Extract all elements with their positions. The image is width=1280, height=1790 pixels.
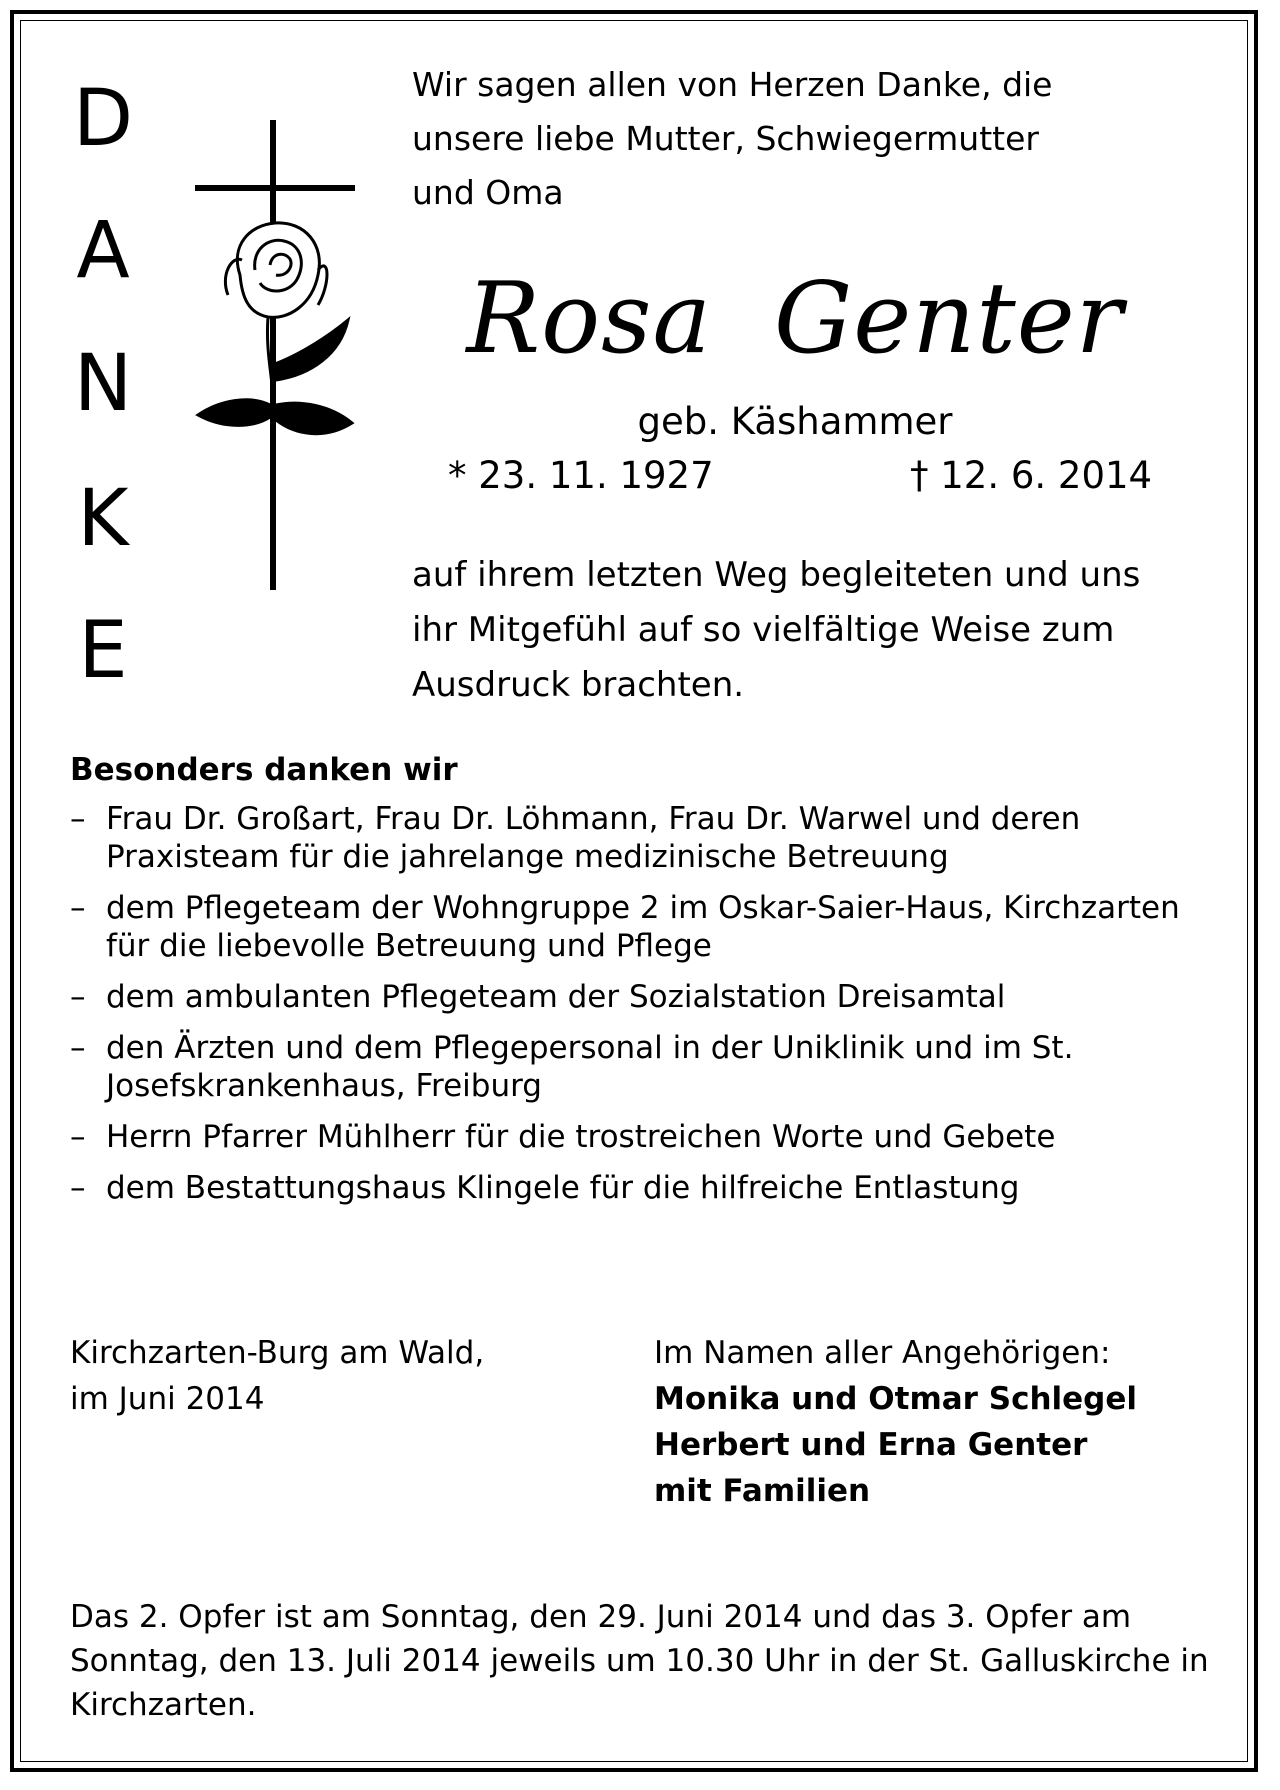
thanks-item-text: dem Bestattungshaus Klingele für die hilfreiche Entlastung bbox=[106, 1170, 1020, 1206]
list-item bbox=[70, 978, 1210, 1016]
thanks-item-text: dem Pflegeteam der Wohngruppe 2 im Oskar-Saier-Haus, Kirchzarten für die liebevolle Betreuung und Pflege bbox=[106, 890, 1180, 964]
death-date: † 12. 6. 2014 bbox=[910, 454, 1153, 497]
birth-date: * 23. 11. 1927 bbox=[448, 454, 714, 497]
dash-bullet: – bbox=[70, 890, 86, 926]
cross-icon bbox=[195, 120, 355, 590]
thanks-heading: Besonders danken wir bbox=[70, 752, 458, 788]
dash-bullet: – bbox=[70, 1170, 86, 1206]
dash-bullet: – bbox=[70, 1030, 86, 1066]
thanks-list bbox=[70, 800, 1210, 1220]
born-name: geb. Käshammer bbox=[637, 400, 953, 443]
list-item bbox=[70, 1169, 1210, 1207]
intro-line: unsere liebe Mutter, Schwiegermutter bbox=[412, 119, 1039, 158]
after-line: Ausdruck brachten. bbox=[412, 665, 745, 705]
list-item bbox=[70, 800, 1210, 876]
dash-bullet: – bbox=[70, 1119, 86, 1155]
place-date bbox=[70, 1330, 484, 1422]
side-letter-a: A bbox=[76, 206, 130, 296]
side-letter-e: E bbox=[78, 606, 128, 696]
side-letter-k: K bbox=[77, 474, 129, 564]
family-intro: Im Namen aller Angehörigen: bbox=[654, 1335, 1111, 1371]
thanks-item-text: dem ambulanten Pflegeteam der Sozialstation Dreisamtal bbox=[106, 979, 1006, 1015]
after-line: auf ihrem letzten Weg begleiteten und uns bbox=[412, 555, 1141, 595]
family-signature bbox=[654, 1330, 1137, 1514]
list-item bbox=[70, 1029, 1210, 1105]
family-name: Monika und Otmar Schlegel bbox=[654, 1381, 1138, 1417]
dash-bullet: – bbox=[70, 979, 86, 1015]
list-item bbox=[70, 1118, 1210, 1156]
after-line: ihr Mitgefühl auf so vielfältige Weise zum bbox=[412, 610, 1115, 650]
intro-text bbox=[412, 58, 1172, 220]
intro-line: Wir sagen allen von Herzen Danke, die bbox=[412, 65, 1053, 104]
side-letter-d: D bbox=[72, 74, 134, 164]
thanks-item-text: den Ärzten und dem Pflegepersonal in der Uniklinik und im St. Josefskrankenhaus, Freiburg bbox=[106, 1030, 1074, 1104]
dash-bullet: – bbox=[70, 801, 86, 837]
family-name: mit Familien bbox=[654, 1473, 871, 1509]
place-line: Kirchzarten-Burg am Wald, bbox=[70, 1335, 485, 1371]
thanks-item-text: Herrn Pfarrer Mühlherr für die trostreichen Worte und Gebete bbox=[106, 1119, 1056, 1155]
after-text bbox=[412, 548, 1212, 713]
cross-rose-illustration bbox=[180, 105, 380, 595]
deceased-name: Rosa Genter bbox=[466, 262, 1124, 376]
thanks-item-text: Frau Dr. Großart, Frau Dr. Löhmann, Frau Dr. Warwel und deren Praxisteam für die jahrelange medizinische Betreuung bbox=[106, 801, 1081, 875]
footer-note: Das 2. Opfer ist am Sonntag, den 29. Juni 2014 und das 3. Opfer am Sonntag, den 13. Juli 2014 jeweils um 10.30 Uhr in der St. Galluskirche in Kirchzarten. bbox=[70, 1599, 1209, 1723]
family-name: Herbert und Erna Genter bbox=[654, 1427, 1088, 1463]
intro-line: und Oma bbox=[412, 173, 564, 212]
side-letter-n: N bbox=[73, 339, 133, 429]
date-line: im Juni 2014 bbox=[70, 1381, 265, 1417]
list-item bbox=[70, 889, 1210, 965]
